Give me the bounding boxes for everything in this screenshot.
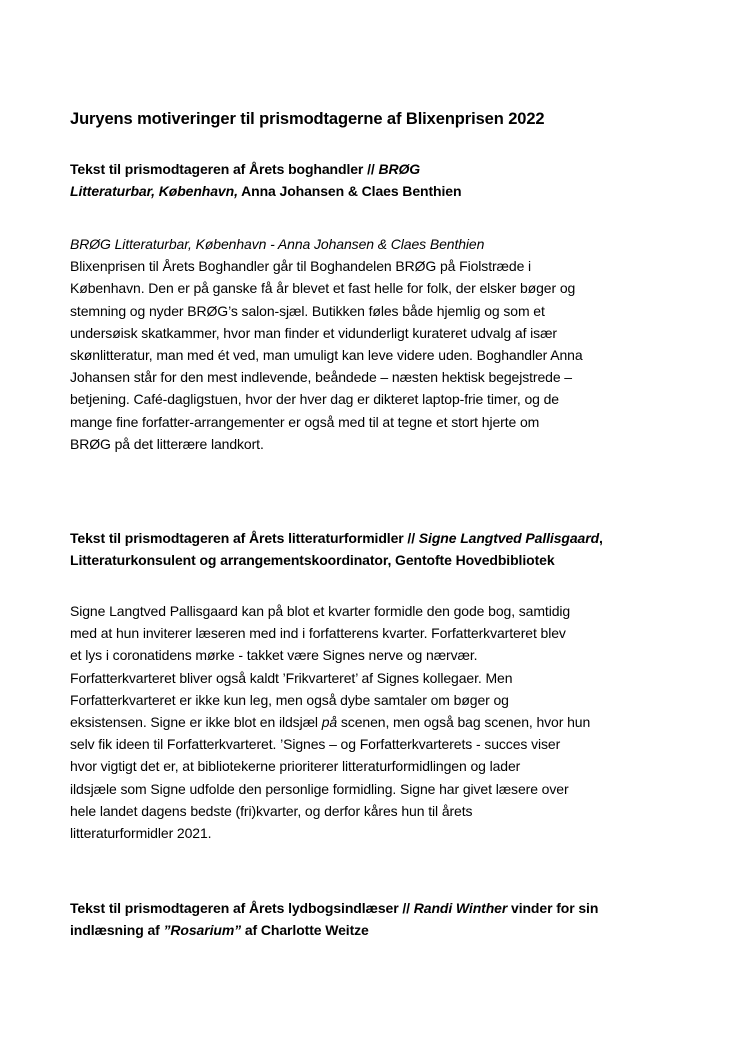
section1-line: skønlitteratur, man med ét ved, man umuligt kan leve videre uden. Boghandler Anna <box>70 347 583 364</box>
section2-heading-line2: Litteraturkonsulent og arrangementskoordinator, Gentofte Hovedbibliotek <box>70 552 555 568</box>
section2-line: Forfatterkvarteret er ikke kun leg, men også dybe samtaler om bøger og <box>70 691 509 708</box>
document-title: Juryens motiveringer til prismodtagerne af Blixenprisen 2022 <box>70 110 545 128</box>
section2-heading-line1: Tekst til prismodtageren af Årets litteraturformidler // Signe Langtved Pallisgaard, <box>70 530 603 546</box>
section1-heading-line2: Litteraturbar, København, Anna Johansen & Claes Benthien <box>70 183 462 199</box>
section1-line: undersøisk skatkammer, hvor man finder et vidunderligt kurateret udvalg af især <box>70 324 557 341</box>
section2-line: hvor vigtigt det er, at bibliotekerne prioriterer litteraturformidlingen og lader <box>70 758 521 775</box>
section2-heading <box>70 527 603 571</box>
section2-line: ildsjæle som Signe udfolde den personlige formidling. Signe har givet læsere over <box>70 780 569 797</box>
section2-line: med at hun inviterer læseren med ind i forfatterens kvarter. Forfatterkvarteret blev <box>70 625 566 642</box>
section1-heading <box>70 158 461 202</box>
section1-intro: BRØG Litteraturbar, København - Anna Johansen & Claes Benthien <box>70 236 485 252</box>
section2-body <box>70 600 590 844</box>
section2-line-mixed: eksistensen. Signe er ikke blot en ildsjæl på scenen, men også bag scenen, hvor hun <box>70 714 591 731</box>
section1-line: betjening. Café-dagligstuen, hvor der hver dag er dikteret laptop-frie timer, og de <box>70 391 559 408</box>
section1-line: København. Den er på ganske få år blevet et fast helle for folk, der elsker bøger og <box>70 280 576 297</box>
section2-line: et lys i coronatidens mørke - takket være Signes nerve og nærvær. <box>70 647 478 664</box>
section2-line: Signe Langtved Pallisgaard kan på blot et kvarter formidle den gode bog, samtidig <box>70 603 571 619</box>
section2-line: Forfatterkvarteret bliver også kaldt ’Frikvarteret’ af Signes kollegaer. Men <box>70 669 513 686</box>
section3-heading-line2: indlæsning af ”Rosarium” af Charlotte Weitze <box>70 922 369 938</box>
section2-line: selv fik ideen til Forfatterkvarteret. ’Signes – og Forfatterkvarterets - succes viser <box>70 736 561 753</box>
section3-heading <box>70 897 598 941</box>
section1-line: BRØG på det litterære landkort. <box>70 435 264 452</box>
section1-line: mange fine forfatter-arrangementer er også med til at tegne et stort hjerte om <box>70 413 540 430</box>
section1-heading-line1: Tekst til prismodtageren af Årets boghandler // BRØG <box>70 161 421 177</box>
section1-line: Johansen står for den mest indlevende, beåndede – næsten hektisk begejstrede – <box>70 369 572 386</box>
section1-line: stemning og nyder BRØG’s salon-sjæl. Butikken føles både hjemlig og som et <box>70 302 545 319</box>
section2-line: hele landet dagens bedste (fri)kvarter, og derfor kåres hun til årets <box>70 802 473 819</box>
section2-line: litteraturformidler 2021. <box>70 825 212 842</box>
section3-heading-line1: Tekst til prismodtageren af Årets lydbogsindlæser // Randi Winther vinder for sin <box>70 900 599 916</box>
section1-line: Blixenprisen til Årets Boghandler går til Boghandelen BRØG på Fiolstræde i <box>70 258 532 275</box>
section1-body <box>70 233 583 455</box>
